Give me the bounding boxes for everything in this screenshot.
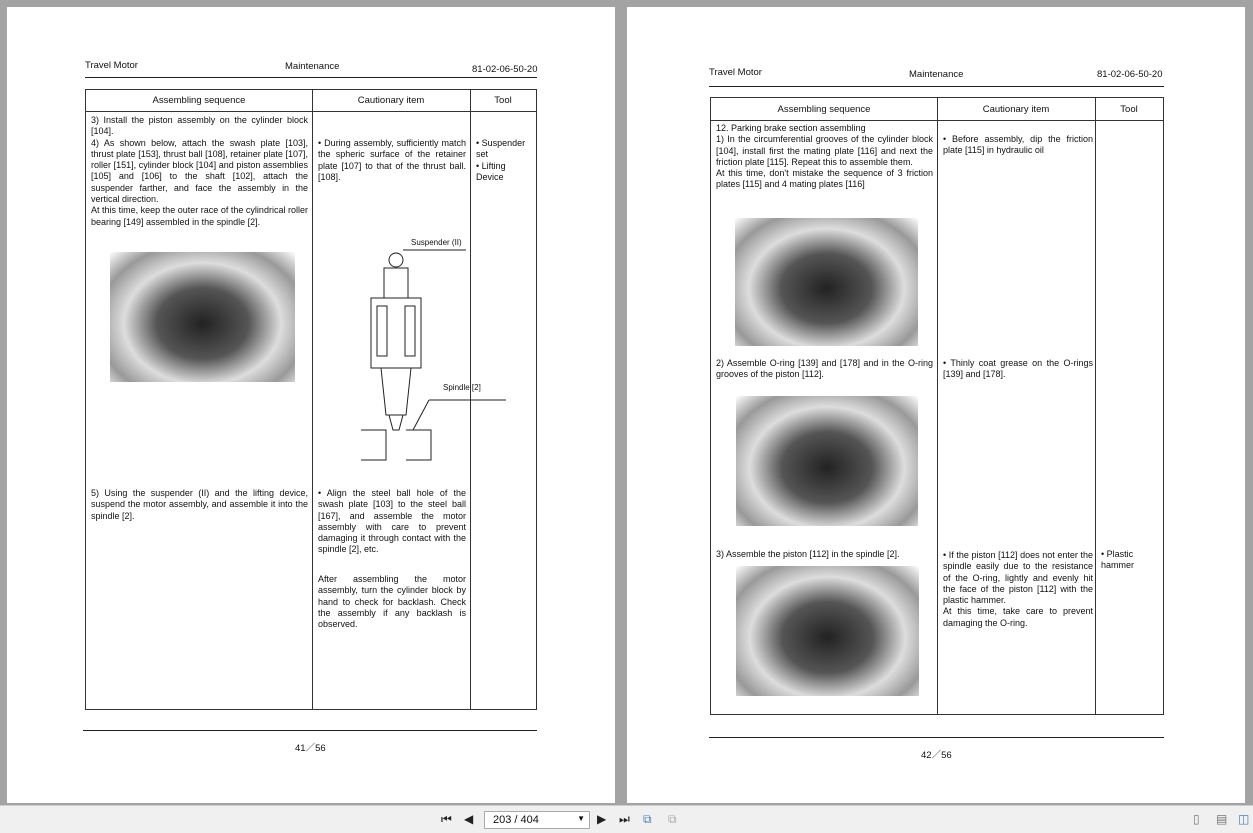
header-right: 81-02-06-50-20 [1097,69,1163,80]
pdf-page-41 [7,7,615,803]
header-center: Maintenance [909,69,964,80]
sequence-text: 3) Assemble the piston [112] in the spindle [2]. [716,549,900,559]
procedure-table [85,89,537,710]
caution-text: • During assembly, sufficiently match the spheric surface of the retainer plate [107] to that of the thrust ball. [108]. [318,138,466,182]
spindle-label: Spindle [2] [443,383,481,392]
sequence-text: 2) Assemble O-ring [139] and [178] and in the O-ring grooves of the piston [112]. [716,358,933,380]
caution-note: After assembling the motor assembly, turn the cylinder block by hand to check for backlash. Check the assembly if any backlash is observed. [318,574,466,630]
caution-text: • Thinly coat grease on the O-rings [139] and [178]. [943,358,1093,380]
previous-page-icon[interactable]: ◀ [464,812,474,826]
sequence-text: 5) Using the suspender (II) and the lifting device, suspend the motor assembly, and assemble it into the spindle [2]. [91,488,308,521]
header-rule [85,77,537,78]
procedure-table [710,97,1164,715]
two-page-view-icon[interactable]: ◫ [1238,812,1250,826]
page-number-field[interactable] [484,811,590,829]
single-page-view-icon[interactable]: ▯ [1193,812,1200,826]
go-back-view-icon[interactable]: ⧉ [643,812,652,826]
assembly-photo [110,252,295,382]
go-forward-view-icon[interactable]: ⧉ [668,812,677,826]
header-left: Travel Motor [85,60,138,71]
caution-text: • Align the steel ball hole of the swash plate [103] to the steel ball [167], and assemble the motor assembly with care to prevent damaging it through contact with the spindle [2], etc. [318,488,466,555]
page-number: 41／56 [295,743,326,754]
header-left: Travel Motor [709,67,762,78]
col-header-sequence: Assembling sequence [152,95,246,106]
suspender-diagram [341,240,511,465]
col-header-tool: Tool [494,95,512,106]
header-rule [709,86,1164,87]
friction-plate-photo [735,218,918,346]
col-header-caution: Cautionary item [357,95,425,106]
tool-text: • Plastic hammer [1101,549,1135,571]
sequence-text: 3) Install the piston assembly on the cylinder block [104]. 4) As shown below, attach the swash plate [103], thrust plate [153], thrust ball [108], retainer plate [107], roller [151], cylinder block [104] and piston assemblies [105] and [106] to the shaft [102], attach the suspender farther, and face the assembly in the vertical direction. At this time, keep the outer race of the cylindrical roller bearing [149] assembled in the spindle [2]. [91,115,308,227]
footer-rule [83,730,537,731]
tool-text: • Suspender set • Lifting Device [476,138,526,182]
col-header-sequence: Assembling sequence [777,104,871,115]
page-number-value: 203 / 404 [493,814,539,826]
next-page-icon[interactable]: ▶ [597,812,607,826]
header-center: Maintenance [285,61,340,72]
viewer-toolbar [0,805,1253,833]
caution-text: • Before assembly, dip the friction plate [115] in hydraulic oil [943,134,1093,156]
page-number: 42／56 [921,750,952,761]
pdf-page-42 [627,7,1245,803]
piston-photo [736,566,919,696]
suspender-label: Suspender (II) [411,238,462,247]
first-page-icon[interactable]: ⏮ [441,812,452,826]
caution-text: • If the piston [112] does not enter the spindle easily due to the resistance of the O-ring, lightly and evenly hit the face of the piston [112] with the plastic hammer. At this time, take care to prevent damaging the O-ring. [943,550,1093,628]
o-ring-photo [736,396,918,526]
continuous-view-icon[interactable]: ▤ [1216,812,1228,826]
col-header-caution: Cautionary item [982,104,1050,115]
col-header-tool: Tool [1120,104,1138,115]
sequence-text: 12. Parking brake section assembling 1) In the circumferential grooves of the cylinder block [104], install first the mating plate [116] and next the friction plate [115]. Repeat this to assemble them. At this time, don't mistake the sequence of 3 friction plates [115] and 4 mating plates [116] [716,123,933,190]
footer-rule [709,737,1164,738]
last-page-icon[interactable]: ⏭ [619,812,630,826]
header-right: 81-02-06-50-20 [472,64,538,75]
dropdown-arrow-icon[interactable]: ▼ [577,814,585,823]
